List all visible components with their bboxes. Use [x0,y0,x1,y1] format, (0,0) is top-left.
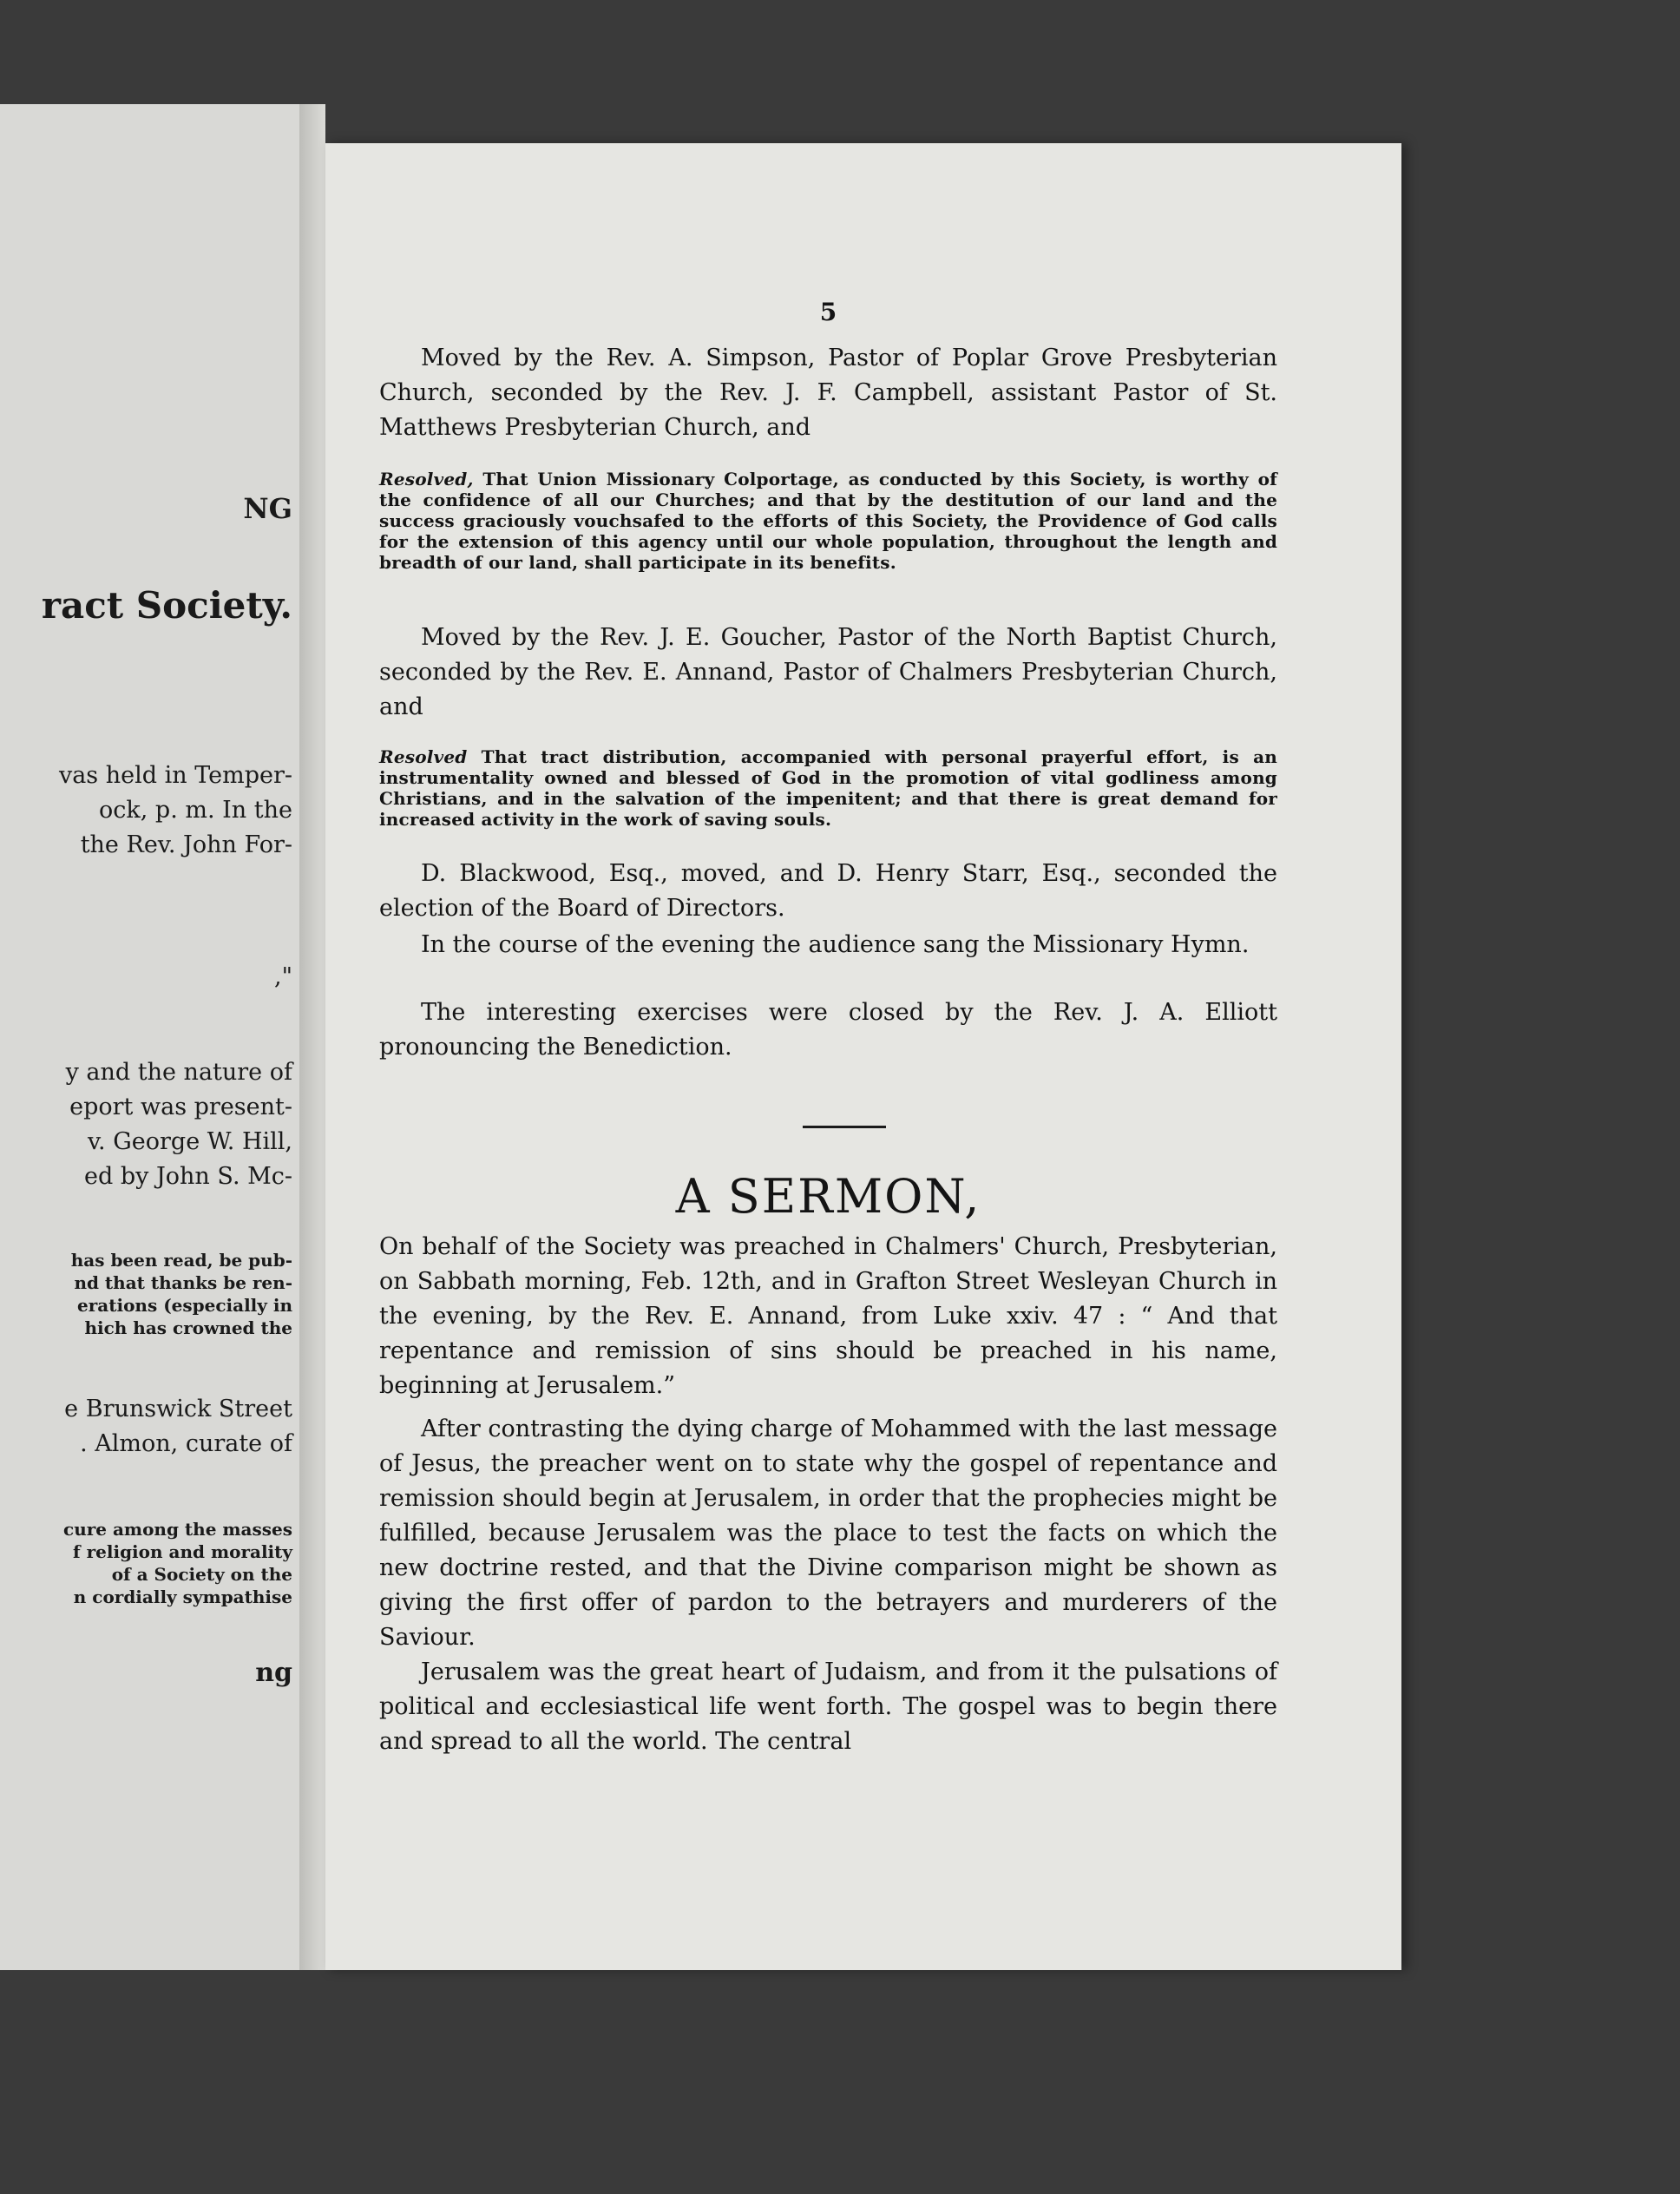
left-fragment: f religion and morality [73,1541,292,1562]
left-fragment: ed by John S. Mc- [84,1163,292,1190]
paragraph-benediction [379,995,1277,1065]
paragraph-text: Jerusalem was the great heart of Judaism, and from it the pulsations of political and ecclesiastical life went forth. The gospel was to begin there and spread to all the world. The central [379,1659,1277,1755]
left-fragment: n cordially sympathise [73,1586,292,1607]
paragraph-goucher-motion [379,621,1277,725]
paragraph-text: On behalf of the Society was preached in Chalmers' Church, Presbyterian, on Sabbath morning, Feb. 12th, and in Grafton Street Wesleyan Church in the evening, by the Rev. E. Annand, from Luke xxiv. 47 : “ And that repentance and remission of sins should be preached in his name, beginning at Jerusalem.” [379,1233,1277,1399]
left-fragment: has been read, be pub- [70,1250,292,1271]
left-fragment: NG [243,492,292,525]
left-fragment: v. George W. Hill, [88,1128,292,1155]
right-page [325,143,1401,1970]
paragraph-blackwood-motion [379,857,1277,926]
page-number: 5 [819,298,837,326]
left-fragment: the Rev. John For- [80,831,292,858]
left-fragment: ," [273,963,292,990]
section-divider [803,1126,886,1128]
resolution-text: That tract distribution, accompanied with personal prayerful effort, is an instrumentality owned and blessed of God in the promotion of vital godliness among Christians, and in the salvation of the impenitent; and that there is great demand for increased activity in the work of saving souls. [379,746,1277,830]
left-fragment: ock, p. m. In the [99,797,292,824]
paragraph-text: The interesting exercises were closed by the Rev. J. A. Elliott pronouncing the Benediction. [379,999,1277,1061]
paragraph-text: After contrasting the dying charge of Mohammed with the last message of Jesus, the preacher went on to state why the gospel of repentance and remission should begin at Jerusalem, in order that the prophecies might be fulfilled, because Jerusalem was the place to test the facts on which the new doctrine rested, and that the Divine comparison might be shown as giving the first offer of pardon to the betrayers and murderers of the Saviour. [379,1416,1277,1651]
left-fragment: y and the nature of [65,1059,292,1086]
resolution-tract-distribution [379,746,1277,830]
paragraph-text: Moved by the Rev. A. Simpson, Pastor of Poplar Grove Presbyterian Church, seconded by the Rev. J. F. Campbell, assistant Pastor of St. Matthews Presbyterian Church, and [379,345,1277,441]
paragraph-missionary-hymn [379,928,1277,962]
paragraph-text: Moved by the Rev. J. E. Goucher, Pastor of the North Baptist Church, seconded by the Rev. E. Annand, Pastor of Chalmers Presbyterian Church, and [379,624,1277,720]
left-fragment: ract Society. [41,584,292,627]
left-page [0,104,299,1970]
left-fragment: ng [255,1658,292,1688]
left-fragment: cure among the masses [63,1519,292,1540]
left-fragment: vas held in Temper- [58,762,292,789]
paragraph-text: D. Blackwood, Esq., moved, and D. Henry Starr, Esq., seconded the election of the Board of Directors. [379,860,1277,922]
left-fragment: of a Society on the [111,1564,292,1585]
left-fragment: nd that thanks be ren- [74,1272,292,1293]
paragraph-sermon-contrast [379,1412,1277,1655]
paragraph-jerusalem [379,1655,1277,1759]
left-fragment: . Almon, curate of [80,1430,292,1457]
page-gutter [299,104,325,1970]
paragraph-simpson-motion [379,341,1277,445]
resolved-label: Resolved [379,746,468,767]
sermon-heading: A SERMON, [675,1169,981,1224]
resolution-colportage [379,469,1277,573]
resolved-label: Resolved, [379,469,474,489]
resolution-text: That Union Missionary Colportage, as conducted by this Society, is worthy of the confidence of all our Churches; and that by the destitution of our land and the success graciously vouchsafed to the efforts of this Society, the Providence of God calls for the extension of this agency until our whole population, throughout the length and breadth of our land, shall participate in its benefits. [379,469,1277,573]
paragraph-sermon-intro [379,1230,1277,1403]
left-fragment: erations (especially in [77,1295,292,1316]
paragraph-text: In the course of the evening the audience sang the Missionary Hymn. [421,931,1250,958]
left-fragment: eport was present- [69,1094,292,1120]
left-fragment: e Brunswick Street [64,1396,292,1422]
left-fragment: hich has crowned the [84,1317,292,1338]
